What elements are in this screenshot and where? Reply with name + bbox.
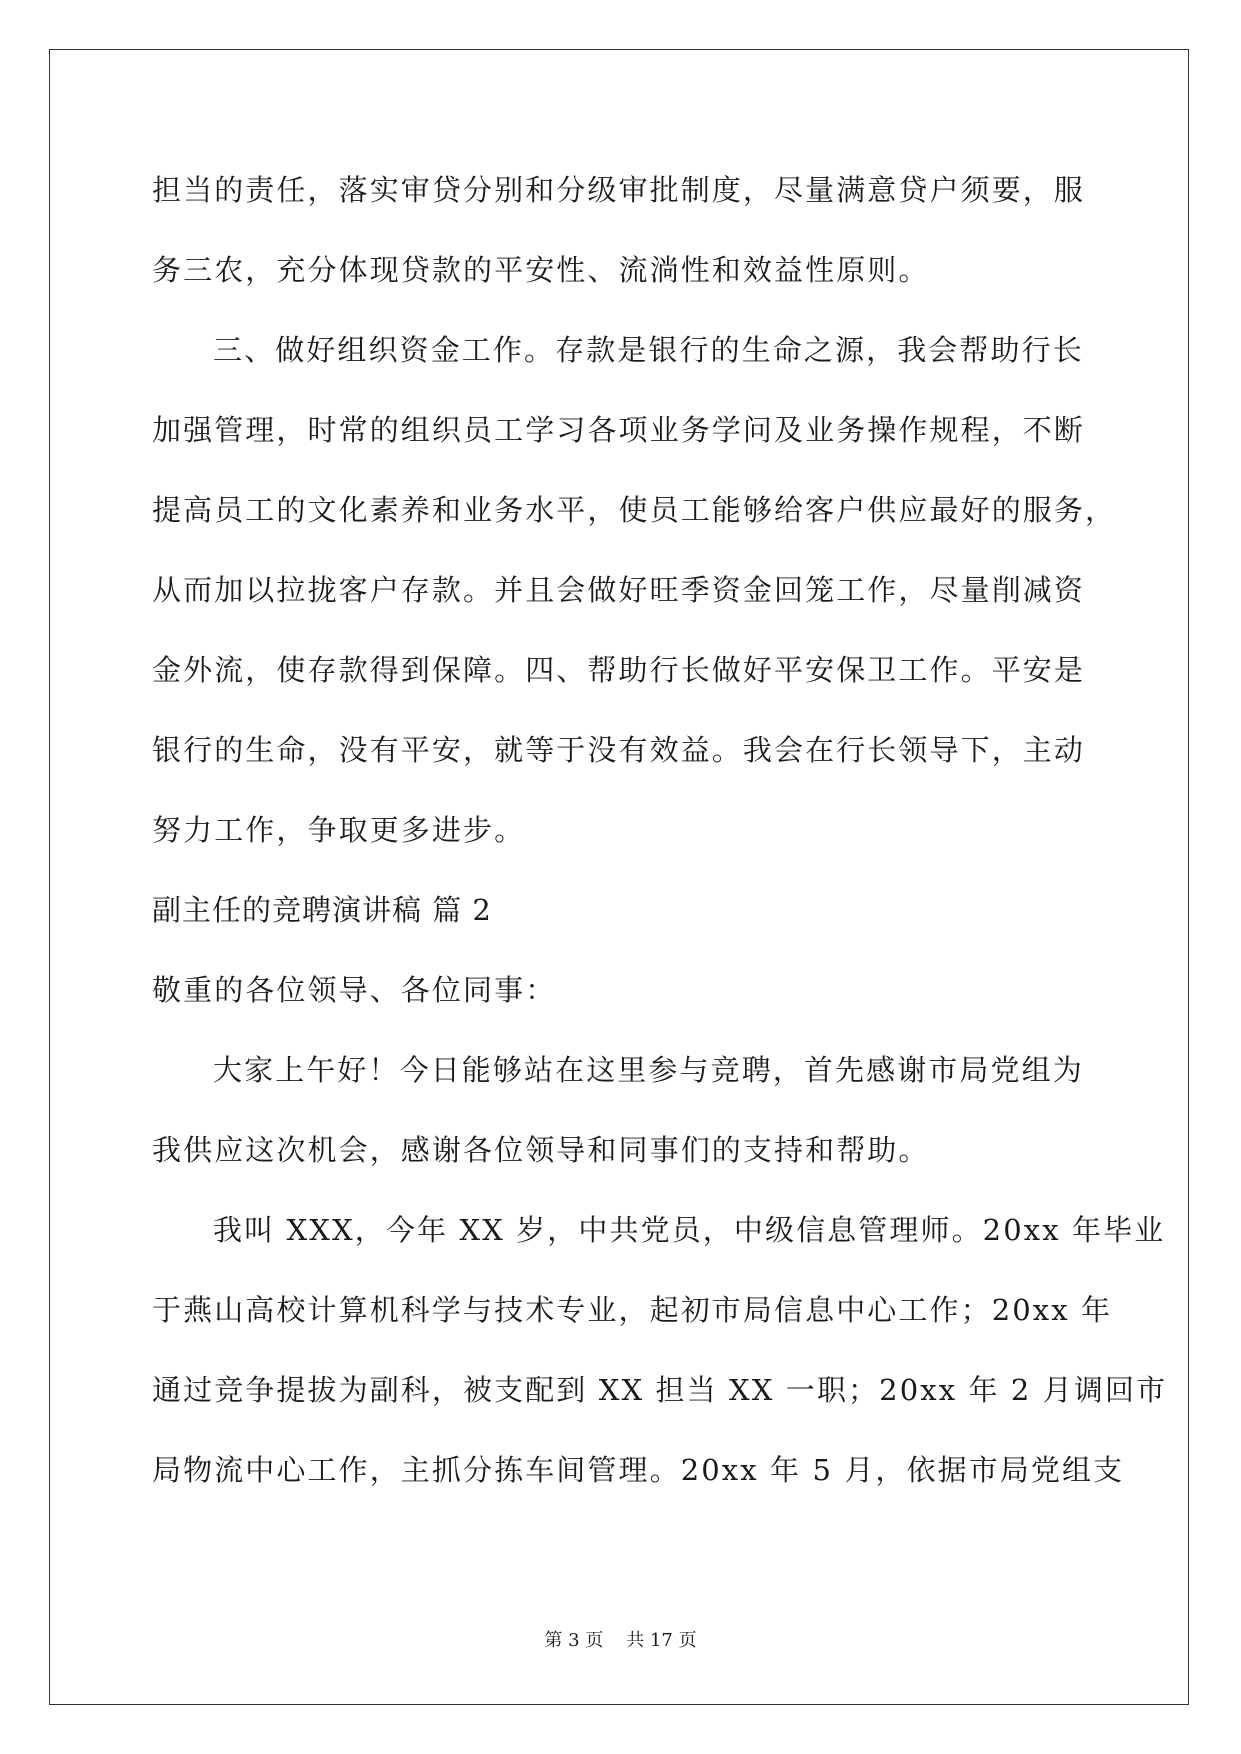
paragraph-start-line: 三、做好组织资金工作。存款是银行的生命之源，我会帮助行长 [213, 333, 1084, 367]
body-line: 银行的生命，没有平安，就等于没有效益。我会在行长领导下，主动 [152, 733, 1086, 767]
total-pages-label: 共 17 页 [626, 1630, 697, 1651]
body-line: 于燕山高校计算机科学与技术专业，起初市局信息中心工作；20xx 年 [152, 1293, 1113, 1327]
current-page-label: 第 3 页 [544, 1630, 604, 1651]
body-line: 金外流，使存款得到保障。四、帮助行长做好平安保卫工作。平安是 [152, 653, 1086, 687]
paragraph-start-line: 大家上午好！今日能够站在这里参与竞聘，首先感谢市局党组为 [213, 1053, 1084, 1087]
page-footer [0, 1626, 1241, 1652]
body-line: 局物流中心工作，主抓分拣车间管理。20xx 年 5 月，依据市局党组支 [152, 1453, 1125, 1487]
paragraph-start-line: 我叫 XXX，今年 XX 岁，中共党员，中级信息管理师。20xx 年毕业 [213, 1213, 1166, 1247]
body-line: 我供应这次机会，感谢各位领导和同事们的支持和帮助。 [152, 1133, 930, 1167]
body-line: 提高员工的文化素养和业务水平，使员工能够给客户供应最好的服务， [152, 493, 1117, 527]
salutation: 敬重的各位领导、各位同事： [152, 973, 557, 1007]
body-line: 加强管理，时常的组织员工学习各项业务学问及业务操作规程，不断 [152, 413, 1086, 447]
body-line: 务三农，充分体现贷款的平安性、流淌性和效益性原则。 [152, 253, 930, 287]
body-line: 担当的责任，落实审贷分别和分级审批制度，尽量满意贷户须要，服 [152, 173, 1086, 207]
body-line: 通过竞争提拔为副科，被支配到 XX 担当 XX 一职；20xx 年 2 月调回市 [152, 1373, 1168, 1407]
body-line: 努力工作，争取更多进步。 [152, 813, 526, 847]
section-heading: 副主任的竞聘演讲稿 篇 2 [152, 893, 492, 927]
body-line: 从而加以拉拢客户存款。并且会做好旺季资金回笼工作，尽量削减资 [152, 573, 1086, 607]
